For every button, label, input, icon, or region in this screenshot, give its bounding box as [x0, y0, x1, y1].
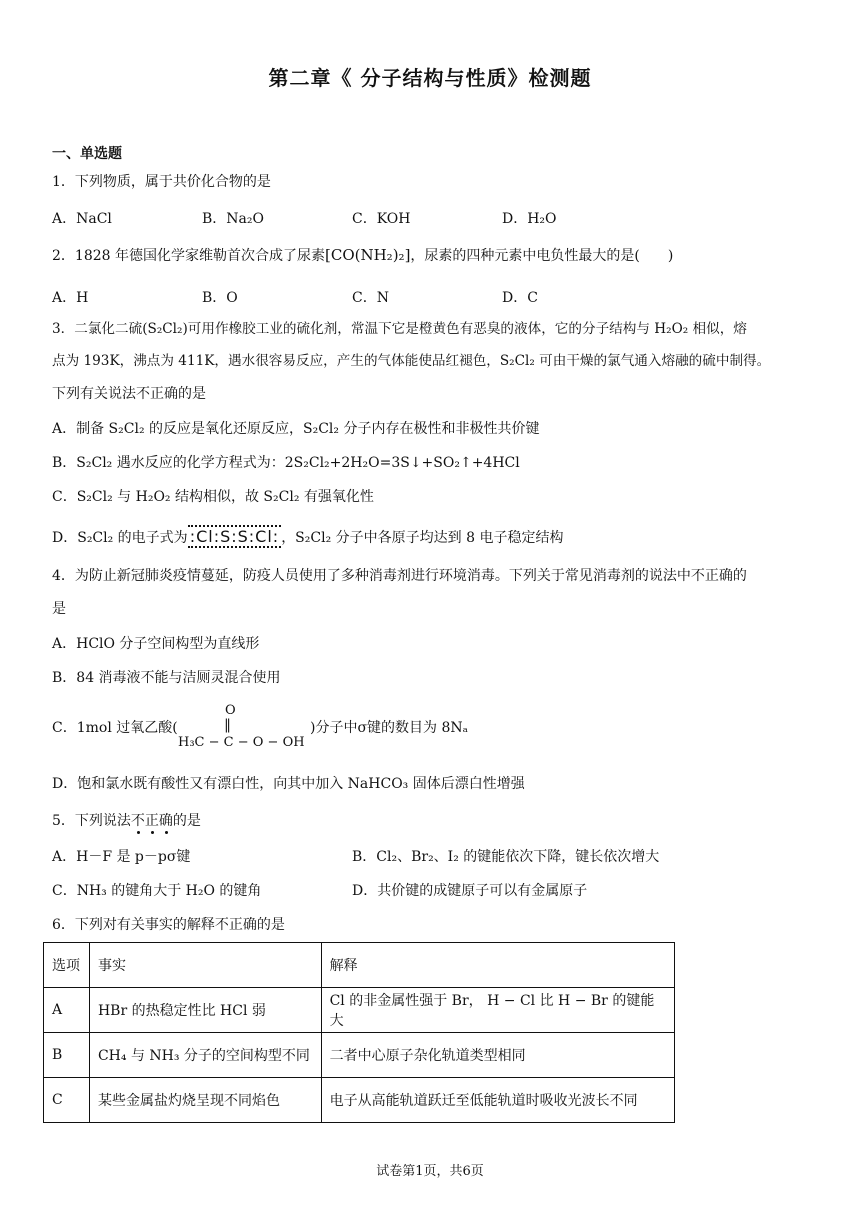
q2-option-b: B．O [202, 290, 238, 306]
q2-option-c: C．N [352, 290, 389, 306]
table-cell: B [44, 1033, 90, 1078]
section-heading: 一、单选题 [52, 146, 122, 162]
question-3-line-2: 点为 193K，沸点为 411K，遇水很容易反应，产生的气体能使品红褪色，S₂Cl₂ 可由干燥的氯气通入熔融的硫中制得。 [52, 353, 771, 369]
urea-formula: [CO(NH₂)₂] [325, 246, 411, 264]
q5-stem-a: 5．下列说法 [52, 813, 131, 829]
page-title: 第二章《 分子结构与性质》检测题 [268, 66, 592, 90]
emphasis-char: 不 [130, 813, 145, 829]
q3-option-d-text-a: D．S₂Cl₂ 的电子式为 [52, 530, 188, 546]
q3-option-b: B．S₂Cl₂ 遇水反应的化学方程式为：2S₂Cl₂+2H₂O=3S↓+SO₂↑+4HCl [52, 455, 520, 471]
table-header-cell: 选项 [44, 943, 90, 988]
q5-stem-b: 的是 [172, 813, 201, 829]
question-4-line-1: 4．为防止新冠肺炎疫情蔓延，防疫人员使用了多种消毒剂进行环境消毒。下列关于常见消毒剂的说法中不正确的 [52, 568, 747, 584]
q5-option-d: D．共价键的成键原子可以有金属原子 [352, 883, 588, 899]
q1-option-b: B．Na₂O [202, 211, 264, 227]
table-cell: C [44, 1078, 90, 1123]
q2-option-d: D．C [502, 290, 538, 306]
q2-stem-b: ，尿素的四种元素中电负性最大的是( ) [410, 248, 674, 264]
question-3-line-1: 3．二氯化二硫(S₂Cl₂)可用作橡胶工业的硫化剂，常温下它是橙黄色有恶臭的液体，它的分子结构与 H₂O₂ 相似，熔 [52, 321, 747, 337]
q1-option-a: A．NaCl [52, 211, 112, 227]
q4-option-c-text-b: )分子中σ键的数目为 8Nₐ [310, 720, 469, 736]
table-cell: 某些金属盐灼烧呈现不同焰色 [89, 1078, 321, 1123]
q4-option-b: B．84 消毒液不能与洁厕灵混合使用 [52, 670, 281, 686]
peracetic-acid-double-bond: ‖ [224, 717, 231, 733]
table-header-cell: 事实 [89, 943, 321, 988]
q2-stem-a: 2．1828 年德国化学家维勒首次合成了尿素 [52, 248, 325, 264]
table-header-row [44, 943, 675, 988]
q5-option-b: B．Cl₂、Br₂、I₂ 的键能依次下降，键长依次增大 [352, 849, 660, 865]
facts-table [43, 942, 675, 1123]
table-cell: CH₄ 与 NH₃ 分子的空间构型不同 [89, 1033, 321, 1078]
emphasis-char: 确 [158, 813, 173, 829]
question-2-stem [52, 246, 673, 265]
peracetic-acid-oxygen: O [225, 703, 236, 718]
q3-option-c: C．S₂Cl₂ 与 H₂O₂ 结构相似，故 S₂Cl₂ 有强氧化性 [52, 489, 374, 505]
q3-option-d-text-b: ，S₂Cl₂ 分子中各原子均达到 8 电子稳定结构 [281, 530, 564, 546]
table-row [44, 988, 675, 1033]
table-cell: A [44, 988, 90, 1033]
q3-option-a: A．制备 S₂Cl₂ 的反应是氧化还原反应，S₂Cl₂ 分子内存在极性和非极性共价键 [52, 421, 540, 437]
table-cell: Cl 的非金属性强于 Br， H − Cl 比 H − Br 的键能大 [321, 988, 674, 1033]
q4-option-c-text-a: C．1mol 过氧乙酸( [52, 720, 178, 736]
table-header-cell: 解释 [321, 943, 674, 988]
q5-option-a: A．H－F 是 p－pσ键 [52, 849, 191, 865]
electron-formula: :Cl:S:S:Cl: [189, 527, 280, 546]
table-cell: HBr 的热稳定性比 HCl 弱 [89, 988, 321, 1033]
question-1-stem: 1．下列物质，属于共价化合物的是 [52, 174, 271, 190]
q3-option-d [52, 527, 563, 547]
q4-option-d: D．饱和氯水既有酸性又有漂白性，向其中加入 NaHCO₃ 固体后漂白性增强 [52, 776, 525, 792]
question-6-stem: 6．下列对有关事实的解释不正确的是 [52, 917, 285, 933]
table-row [44, 1033, 675, 1078]
question-5-stem [52, 813, 201, 830]
question-3-line-3: 下列有关说法不正确的是 [52, 386, 206, 402]
q1-option-d: D．H₂O [502, 211, 557, 227]
question-4-line-2: 是 [52, 601, 66, 617]
q2-option-a: A．H [52, 290, 89, 306]
table-cell: 二者中心原子杂化轨道类型相同 [321, 1033, 674, 1078]
emphasis-char: 正 [144, 813, 159, 829]
peracetic-acid-structure: H₃C − C − O − OH [178, 735, 305, 750]
q5-emphasis [131, 813, 173, 829]
q4-option-a: A．HClO 分子空间构型为直线形 [52, 636, 260, 652]
page-footer: 试卷第1页，共6页 [376, 1164, 484, 1179]
table-cell: 电子从高能轨道跃迁至低能轨道时吸收光波长不同 [321, 1078, 674, 1123]
q1-option-c: C．KOH [352, 211, 411, 227]
q5-option-c: C．NH₃ 的键角大于 H₂O 的键角 [52, 883, 262, 899]
table-row [44, 1078, 675, 1123]
